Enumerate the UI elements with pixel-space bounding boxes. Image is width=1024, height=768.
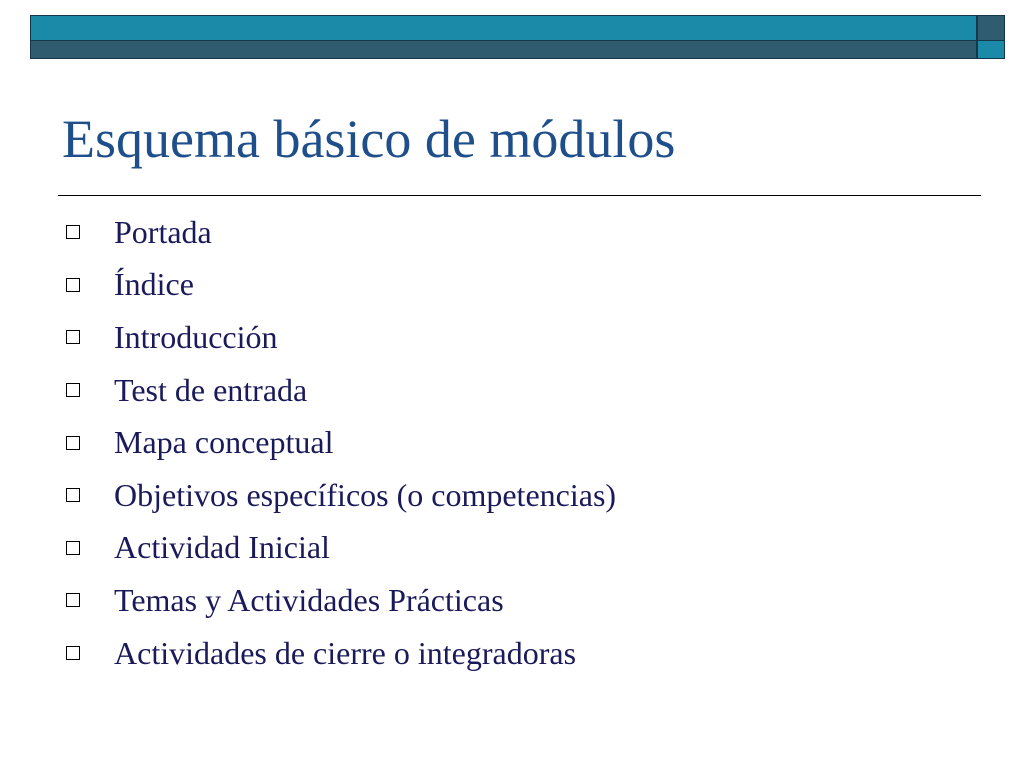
list-item <box>62 364 616 417</box>
list-item <box>62 311 616 364</box>
list-item-label: Temas y Actividades Prácticas <box>114 581 504 618</box>
hollow-square-icon <box>66 593 80 607</box>
banner-square-bottom <box>977 41 1005 59</box>
hollow-square-icon <box>66 488 80 502</box>
banner-bar-top <box>30 15 977 41</box>
hollow-square-icon <box>66 541 80 555</box>
top-banner <box>30 15 1005 59</box>
list-item-label: Portada <box>114 213 212 250</box>
list-item-label: Índice <box>114 266 194 303</box>
list-item <box>62 469 616 522</box>
list-item <box>62 416 616 469</box>
list-item <box>62 206 616 259</box>
list-item-label: Actividad Inicial <box>114 529 330 566</box>
list-item-label: Objetivos específicos (o competencias) <box>114 476 617 513</box>
banner-square-top <box>977 15 1005 41</box>
list-item-label: Actividades de cierre o integradoras <box>114 634 577 671</box>
list-item-label: Test de entrada <box>114 371 308 408</box>
hollow-square-icon <box>66 278 80 292</box>
bullet-list <box>62 206 616 679</box>
list-item <box>62 627 616 680</box>
hollow-square-icon <box>66 225 80 239</box>
list-item <box>62 259 616 312</box>
list-item-label: Introducción <box>114 318 278 355</box>
title-divider <box>58 195 981 196</box>
slide-title: Esquema básico de módulos <box>62 109 676 169</box>
list-item <box>62 522 616 575</box>
list-item-label: Mapa conceptual <box>114 424 334 461</box>
hollow-square-icon <box>66 646 80 660</box>
hollow-square-icon <box>66 330 80 344</box>
list-item <box>62 574 616 627</box>
hollow-square-icon <box>66 436 80 450</box>
hollow-square-icon <box>66 383 80 397</box>
banner-bar-bottom <box>30 41 977 59</box>
